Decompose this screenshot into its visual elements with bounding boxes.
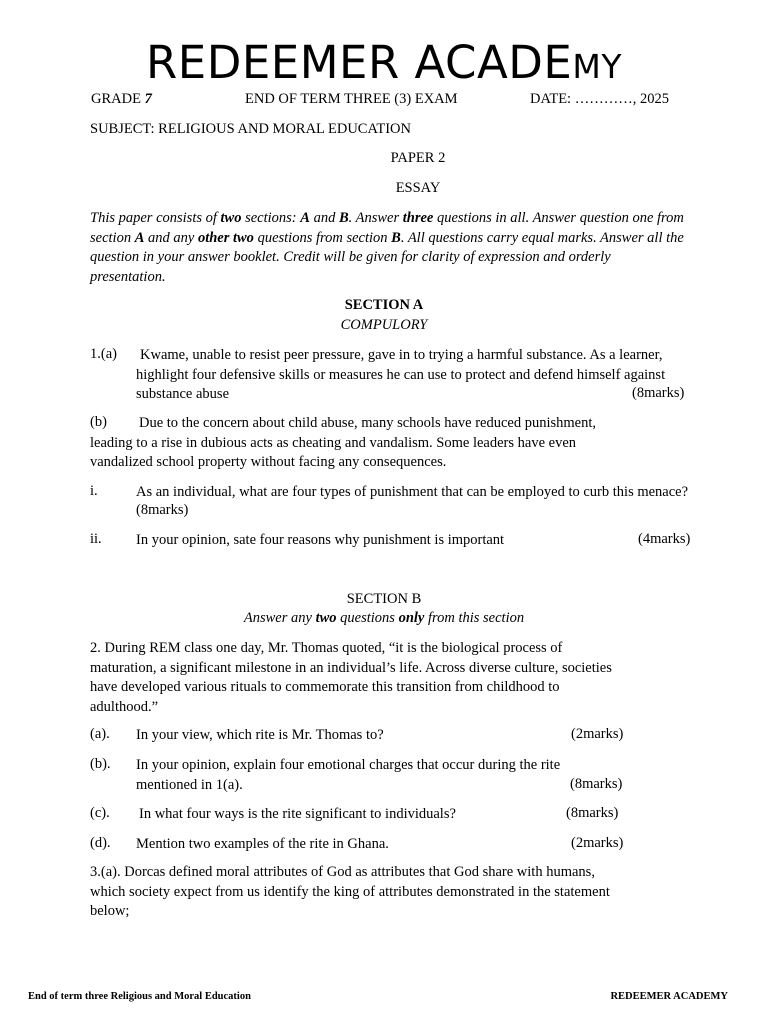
subject-line: SUBJECT: RELIGIOUS AND MORAL EDUCATION xyxy=(90,121,411,137)
q1bii-number: ii. xyxy=(90,531,102,547)
instructions: This paper consists of two sections: A and B. Answer three questions in all. Answer question one from section A and any other two questions from section B. All questions carry equal marks. Answer all the question in your answer booklet. Credit will be given for clarity of expression and orderly presentation. xyxy=(90,210,684,285)
school-title-main: REDEEMER ACADE xyxy=(146,36,573,89)
footer-right: REDEEMER ACADEMY xyxy=(610,991,728,1002)
q3-text: 3.(a). Dorcas defined moral attributes of God as attributes that God share with humans, which society expect from us identify the king of attributes demonstrated in the statement below; xyxy=(90,864,610,919)
exam-date: DATE: …………, 2025 xyxy=(530,91,669,107)
section-b-subheading: Answer any two questions only from this section xyxy=(243,610,525,626)
q1bii-marks: (4marks) xyxy=(638,531,691,547)
grade-value: 7 xyxy=(144,91,152,107)
q1bi-marks: (8marks) xyxy=(136,502,189,518)
q1bi-text: As an individual, what are four types of punishment that can be employed to curb this menace? xyxy=(136,484,689,500)
q1a-number: 1.(a) xyxy=(90,346,117,362)
q2c-text: In what four ways is the rite significant to individuals? xyxy=(139,806,456,822)
q1b-text: Due to the concern about child abuse, many schools have reduced punishment, leading to a rise in dubious acts as cheating and vandalism. Some leaders have even vandalized school property without facing any consequences. xyxy=(90,415,597,470)
q2c-number: (c). xyxy=(90,805,110,821)
q1b-number: (b) xyxy=(90,414,107,430)
footer-left: End of term three Religious and Moral Education xyxy=(28,991,251,1002)
q2a-number: (a). xyxy=(90,726,110,742)
grade-label: GRADE xyxy=(91,91,145,107)
paper-label: PAPER 2 xyxy=(390,150,446,166)
q2a-marks: (2marks) xyxy=(571,726,624,742)
school-title-tail: MY xyxy=(572,47,622,86)
section-b-heading: SECTION B xyxy=(346,591,422,607)
q1a-text: Kwame, unable to resist peer pressure, gave in to trying a harmful substance. As a learner, highlight four defensive skills or measures he can use to protect and defend himself against substance abuse xyxy=(136,347,666,402)
q1a-marks: (8marks) xyxy=(632,385,685,401)
q1bii-text: In your opinion, sate four reasons why punishment is important xyxy=(136,532,505,548)
school-title xyxy=(0,36,768,94)
q2a-text: In your view, which rite is Mr. Thomas to? xyxy=(136,727,384,743)
q2d-number: (d). xyxy=(90,835,111,851)
q2b-number: (b). xyxy=(90,756,111,772)
q2b-marks: (8marks) xyxy=(570,776,623,792)
grade-line xyxy=(91,91,152,108)
section-a-heading: SECTION A xyxy=(344,297,424,313)
section-a-subheading: COMPULORY xyxy=(340,317,428,333)
q2d-text: Mention two examples of the rite in Ghana. xyxy=(136,836,389,852)
q2c-marks: (8marks) xyxy=(566,805,619,821)
exam-title: END OF TERM THREE (3) EXAM xyxy=(245,91,458,107)
q2d-marks: (2marks) xyxy=(571,835,624,851)
q1bi-number: i. xyxy=(90,483,98,499)
q2b-text: In your opinion, explain four emotional charges that occur during the rite mentioned in 1(a). xyxy=(136,757,561,793)
q2-text: 2. During REM class one day, Mr. Thomas quoted, “it is the biological process of maturation, a significant milestone in an individual’s life. Across diverse culture, societies have developed various rituals to commemorate this transition from childhood to adulthood.” xyxy=(90,640,612,715)
paper-type: ESSAY xyxy=(395,180,441,196)
